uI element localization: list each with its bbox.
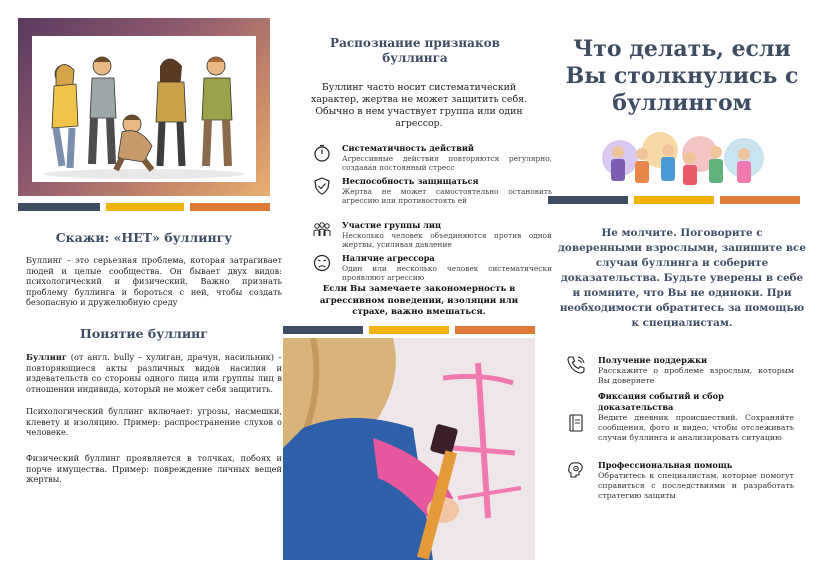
advice-lead: Не молчите. Поговорите с доверенными взрослыми, запишите все случаи буллинга и соберите доказательства. Будьте уверены в себе и помните, что Вы не одиноки. При необходимости обратитесь за помощью к специалистам.	[558, 227, 806, 329]
sign-title: Неспособность защищаться	[342, 176, 479, 186]
shield-check-icon	[312, 176, 332, 196]
step-text: Обратитесь к специалистам, которые помогут справиться с последствиями и разработать стратегию защиты	[598, 471, 794, 500]
definition-paragraph	[26, 352, 282, 394]
sign-title: Наличие агрессора	[342, 253, 435, 263]
phys-bullying-text: Физический буллинг проявляется в толчках, побоях и порче имущества. Пример: повреждение личных вещей жертвы.	[26, 453, 282, 485]
sign-text: Несколько человек объединяются против одной жертвы, усиливая давление	[342, 231, 552, 249]
step-text: Расскажите о проблеме взрослым, которым Вы доверяете	[598, 366, 794, 385]
page-main-title: Что делать, если Вы столкнулись с буллингом	[565, 36, 799, 116]
stopwatch-icon	[312, 143, 332, 163]
sign-title: Систематичность действий	[342, 143, 474, 153]
color-bars-col3	[548, 196, 800, 204]
bullying-illustration	[32, 36, 256, 182]
children-group-illustration	[598, 128, 770, 198]
color-bars-col2	[283, 326, 535, 334]
section-title-signs: Распознание признаков буллинга	[330, 36, 500, 65]
aggressor-face-icon	[312, 253, 332, 273]
child-painting-photo	[283, 338, 535, 560]
brain-gear-icon	[566, 460, 586, 480]
group-icon	[312, 220, 332, 240]
section-title-say-no: Скажи: «НЕТ» буллингу	[55, 230, 233, 245]
color-bars-col1	[18, 203, 270, 211]
step-title: Профессиональная помощь	[598, 460, 733, 470]
section-title-definition: Понятие буллинг	[80, 326, 208, 341]
sign-text: Агрессивные действия повторяются регулярно, создавая постоянный стресс	[342, 154, 552, 172]
sign-text: Один или несколько человек систематически проявляют агрессию	[342, 264, 552, 282]
step-text: Ведите дневник происшествий. Сохраняйте сообщения, фото и видео, чтобы отслеживать случаи буллинга и анализировать ситуацию	[598, 413, 794, 442]
step-title: Получение поддержки	[598, 355, 708, 365]
sign-title: Участие группы лиц	[342, 220, 442, 230]
signs-intro: Буллинг часто носит систематический характер, жертва не может защитить себя. Обычно в нем участвует группа или один агрессор.	[311, 82, 527, 129]
psych-bullying-text: Психологический буллинг включает: угрозы, насмешки, клевету и изоляцию. Пример: распространение слухов о человеке.	[26, 406, 282, 438]
signs-conclusion: Если Вы замечаете закономерность в агрессивном поведении, изоляции или страхе, важно вмешаться.	[319, 284, 519, 317]
step-title: Фиксация событий и сбор доказательства	[598, 391, 724, 412]
definition-term: Буллинг	[26, 352, 67, 362]
section-text-say-no: Буллинг – это серьезная проблема, которая затрагивает людей и целые сообщества. Он бывает двух видов: психологический и физический. Важно признать проблему буллинга и бороться с ней, чтобы создать безопасную и дружелюбную среду	[26, 255, 282, 308]
phone-icon	[566, 355, 586, 375]
definition-text: (от англ. bully – хулиган, драчун, насильник) – повторяющиеся акты различных видов насилия и издевательств со стороны одного лица или группы лиц в отношении индивида, который не может себя защитить.	[26, 352, 282, 394]
notebook-icon	[566, 413, 586, 433]
sign-text: Жертва не может самостоятельно остановить агрессию или противостоять ей	[342, 187, 552, 205]
